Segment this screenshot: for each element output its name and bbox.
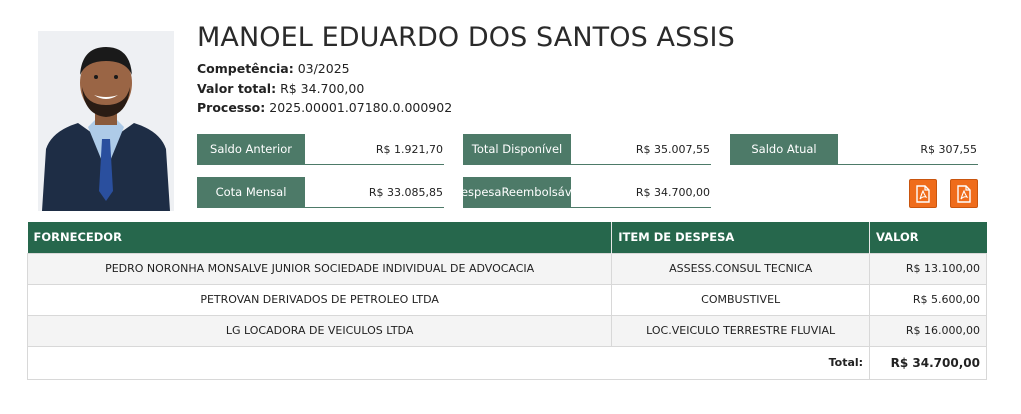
pdf-icon [915, 185, 931, 203]
despesa-label-line1: Despesa [452, 185, 502, 199]
competencia-line [197, 61, 350, 76]
valor-total-line [197, 81, 364, 96]
despesa-reembolsavel-value: R$ 34.700,00 [571, 177, 711, 208]
table-row [28, 253, 987, 284]
despesa-reembolsavel-box [452, 177, 711, 208]
expenses-table [27, 222, 987, 380]
saldo-anterior-box [197, 134, 444, 165]
cota-mensal-box [197, 177, 444, 208]
saldo-anterior-value: R$ 1.921,70 [305, 134, 444, 165]
saldo-atual-box [730, 134, 978, 165]
pdf-download-button-1[interactable] [909, 179, 937, 208]
competencia-label: Competência: [197, 61, 294, 76]
saldo-atual-label: Saldo Atual [730, 134, 838, 165]
header-valor: VALOR [870, 222, 987, 253]
processo-value: 2025.00001.07180.0.000902 [269, 100, 453, 115]
saldo-anterior-label: Saldo Anterior [197, 134, 305, 165]
cell-fornecedor: PETROVAN DERIVADOS DE PETROLEO LTDA [28, 284, 612, 315]
cell-valor: R$ 16.000,00 [870, 315, 987, 346]
header-fornecedor: FORNECEDOR [28, 222, 612, 253]
cell-valor: R$ 5.600,00 [870, 284, 987, 315]
total-disponivel-value: R$ 35.007,55 [571, 134, 711, 165]
cell-item-despesa: ASSESS.CONSUL TECNICA [612, 253, 870, 284]
saldo-atual-value: R$ 307,55 [838, 134, 978, 165]
profile-photo [38, 31, 174, 211]
valor-total-value: R$ 34.700,00 [280, 81, 365, 96]
deputy-name: MANOEL EDUARDO DOS SANTOS ASSIS [197, 22, 735, 53]
cell-item-despesa: COMBUSTIVEL [612, 284, 870, 315]
despesa-label-line2: Reembolsável [501, 185, 582, 199]
processo-label: Processo: [197, 100, 266, 115]
total-value: R$ 34.700,00 [870, 346, 987, 379]
cota-mensal-value: R$ 33.085,85 [305, 177, 444, 208]
cell-fornecedor: LG LOCADORA DE VEICULOS LTDA [28, 315, 612, 346]
table-header-row [28, 222, 987, 253]
cell-item-despesa: LOC.VEICULO TERRESTRE FLUVIAL [612, 315, 870, 346]
header-item-despesa: ITEM DE DESPESA [612, 222, 870, 253]
processo-line [197, 100, 452, 115]
cota-mensal-label: Cota Mensal [197, 177, 305, 208]
despesa-reembolsavel-label [452, 177, 582, 208]
total-disponivel-label: Total Disponível [463, 134, 571, 165]
pdf-download-button-2[interactable] [950, 179, 978, 208]
cell-fornecedor: PEDRO NORONHA MONSALVE JUNIOR SOCIEDADE INDIVIDUAL DE ADVOCACIA [28, 253, 612, 284]
table-row [28, 284, 987, 315]
competencia-value: 03/2025 [297, 61, 350, 76]
cell-valor: R$ 13.100,00 [870, 253, 987, 284]
total-disponivel-box [463, 134, 711, 165]
total-label: Total: [28, 346, 870, 379]
valor-total-label: Valor total: [197, 81, 277, 96]
table-row [28, 315, 987, 346]
table-total-row [28, 346, 987, 379]
pdf-icon [956, 185, 972, 203]
